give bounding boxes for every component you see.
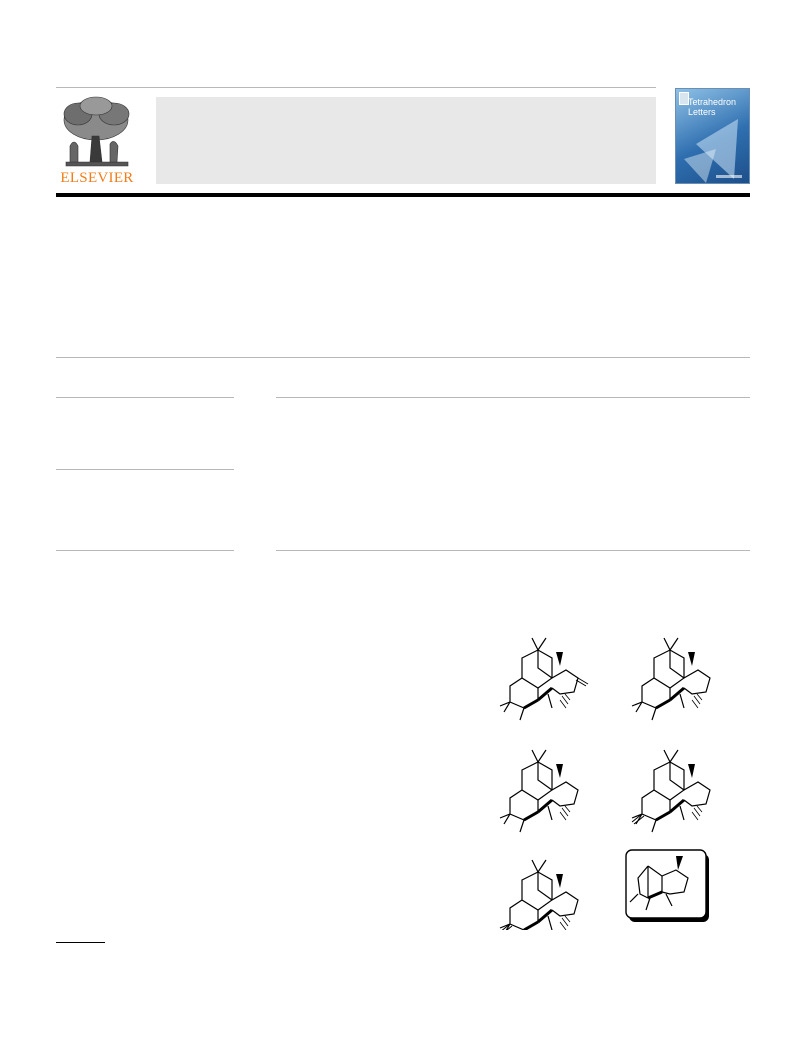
- journal-cover: [675, 88, 750, 184]
- structure-s4: [632, 750, 710, 832]
- chemical-structures-figure: [490, 630, 730, 930]
- structure-s3: [500, 750, 578, 832]
- structure-s2: [632, 638, 710, 720]
- header-thick-rule: [56, 193, 750, 197]
- abstract-rule-top: [276, 397, 750, 398]
- cover-title-line1: Tetrahedron: [688, 97, 737, 107]
- publisher-name: ELSEVIER: [60, 170, 134, 186]
- header-top-rule: [56, 87, 656, 88]
- tree-icon: [56, 96, 138, 170]
- cover-graphic-icon: [676, 89, 750, 184]
- structure-s1: [500, 638, 588, 720]
- article-info-rule-bottom: [56, 550, 234, 551]
- structure-s5: [500, 860, 578, 930]
- keywords-rule: [56, 469, 234, 470]
- structure-s6-boxed: [626, 850, 709, 922]
- title-bottom-rule: [56, 357, 750, 358]
- journal-info-box: [156, 97, 656, 184]
- elsevier-logo: [56, 96, 138, 186]
- cover-title-line2: Letters: [688, 107, 716, 117]
- article-info-rule-top: [56, 397, 234, 398]
- abstract-rule-bottom: [276, 550, 750, 551]
- footnote-rule: [56, 942, 105, 943]
